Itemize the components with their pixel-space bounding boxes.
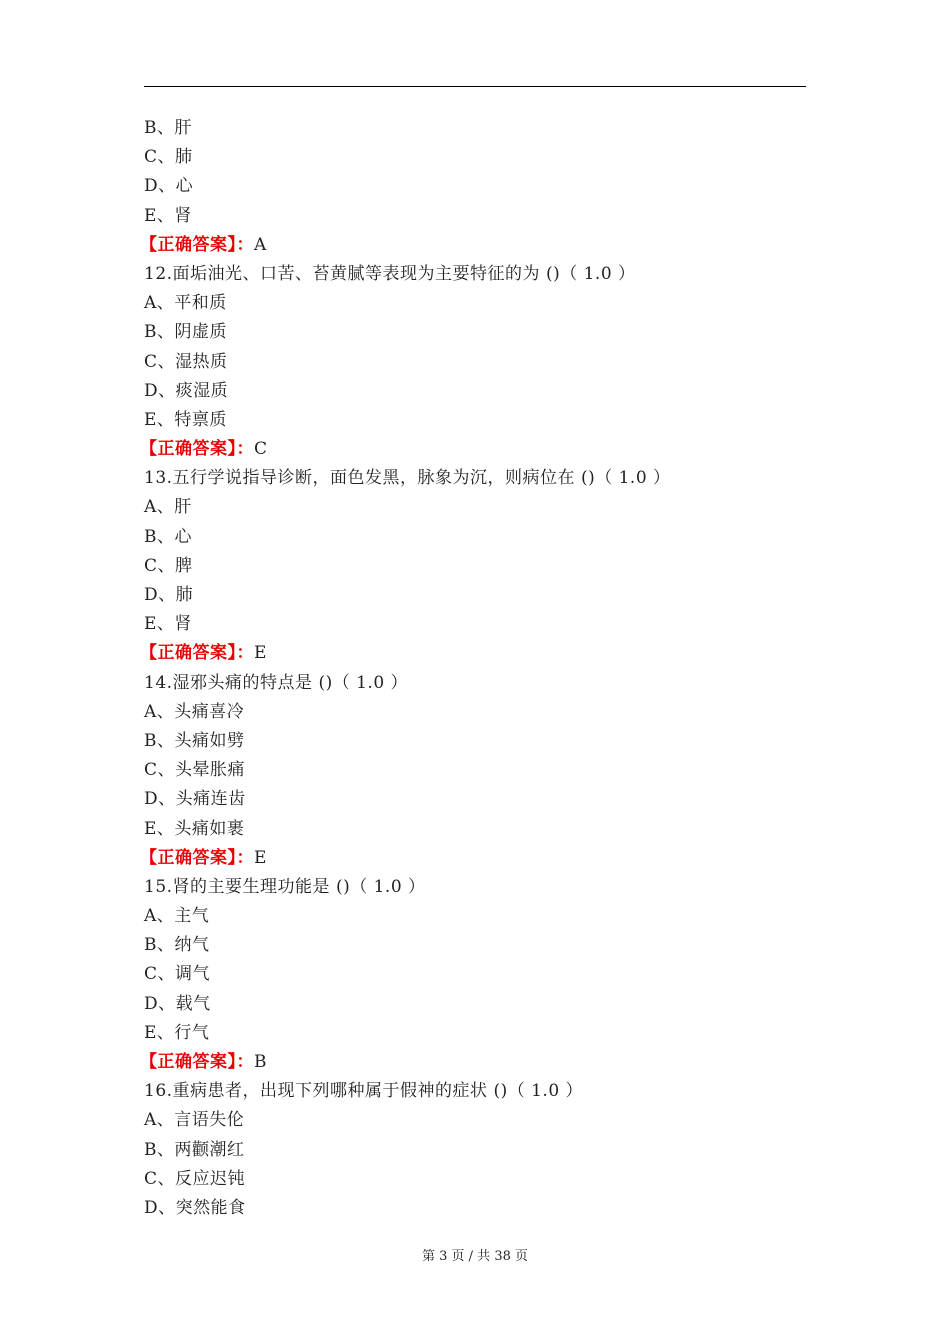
question-line: 16.重病患者，出现下列哪种属于假神的症状 ()（ 1.0 ） [144, 1081, 584, 1102]
option-line: D、头痛连齿 [144, 789, 246, 810]
option-line: C、脾 [144, 555, 193, 576]
option-line: C、湿热质 [144, 351, 228, 372]
option-line: E、特禀质 [144, 409, 227, 430]
answer-label: 【正确答案】 [140, 1052, 237, 1072]
option-line: E、肾 [144, 205, 192, 226]
option-line: B、两颧潮红 [144, 1139, 245, 1160]
question-line: 12.面垢油光、口苦、苔黄腻等表现为主要特征的为 ()（ 1.0 ） [144, 263, 636, 284]
answer-label: 【正确答案】 [140, 439, 237, 460]
option-line: C、肺 [144, 147, 193, 168]
option-line: A、平和质 [144, 293, 227, 314]
option-line: B、头痛如劈 [144, 730, 245, 751]
option-line: A、头痛喜冷 [144, 701, 245, 722]
option-line: E、头痛如裹 [144, 818, 245, 839]
option-line: D、突然能食 [144, 1197, 246, 1218]
option-line: B、纳气 [144, 935, 210, 956]
answer-label: 【正确答案】 [140, 847, 237, 868]
answer-value: B [254, 1052, 267, 1072]
header-rule [144, 86, 806, 87]
option-line: A、言语失伦 [144, 1110, 245, 1131]
page-footer: 第 3 页 / 共 38 页 [422, 1249, 528, 1264]
option-line: D、载气 [144, 993, 211, 1014]
option-line: C、调气 [144, 964, 211, 985]
answer-line [140, 639, 806, 668]
question-line: 13.五行学说指导诊断，面色发黑，脉象为沉，则病位在 ()（ 1.0 ） [144, 468, 671, 489]
answer-separator: ： [236, 439, 254, 460]
answer-separator: ： [236, 847, 254, 868]
answer-label: 【正确答案】 [140, 234, 237, 255]
question-line: 15.肾的主要生理功能是 ()（ 1.0 ） [144, 876, 426, 897]
option-line: C、反应迟钝 [144, 1168, 246, 1189]
answer-separator: ： [236, 234, 254, 255]
option-line: C、头晕胀痛 [144, 760, 246, 781]
document-body [140, 114, 806, 1223]
answer-value: C [254, 439, 268, 460]
answer-value: E [254, 847, 267, 868]
option-line: B、肝 [144, 118, 192, 138]
option-line: B、心 [144, 526, 192, 547]
option-line: D、肺 [144, 585, 194, 605]
question-line: 14.湿邪头痛的特点是 ()（ 1.0 ） [144, 672, 409, 693]
answer-line [140, 231, 806, 260]
option-line: D、痰湿质 [144, 380, 229, 401]
answer-line [140, 435, 806, 464]
option-line: A、肝 [144, 497, 192, 518]
answer-separator: ： [236, 643, 254, 664]
option-line: B、阴虚质 [144, 322, 227, 343]
answer-value: A [254, 234, 267, 255]
answer-line [140, 844, 806, 873]
answer-separator: ： [236, 1052, 254, 1072]
option-line: D、心 [144, 176, 194, 197]
answer-line [140, 1048, 806, 1077]
answer-value: E [254, 643, 267, 664]
option-line: E、行气 [144, 1022, 210, 1043]
option-line: A、主气 [144, 906, 210, 927]
option-line: E、肾 [144, 614, 192, 635]
answer-label: 【正确答案】 [140, 643, 237, 664]
